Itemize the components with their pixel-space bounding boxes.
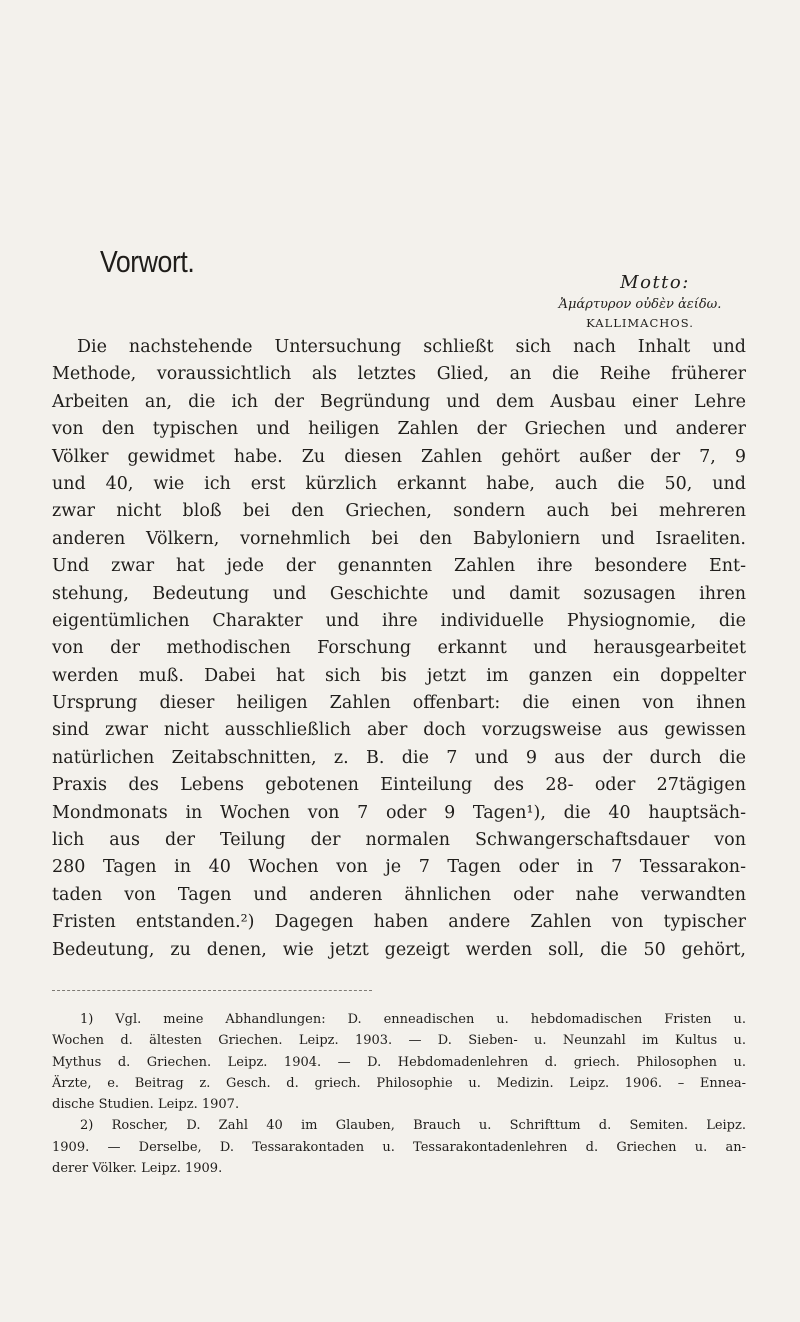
footnote-line: Wochen d. ältesten Griechen. Leipz. 1903. — D. Sieben- u. Neunzahl im Kultus u. [52,1033,746,1049]
body-text [52,334,746,964]
footnotes [52,1009,746,1179]
motto-block [540,272,740,330]
body-line: Praxis des Lebens gebotenen Einteilung des 28- oder 27tägigen [52,775,746,796]
footnote-line: 1) Vgl. meine Abhandlungen: D. enneadischen u. hebdomadischen Fristen u. [80,1012,746,1027]
body-line: lich aus der Teilung der normalen Schwangerschaftsdauer von [52,830,746,851]
body-line: stehung, Bedeutung und Geschichte und damit sozusagen ihren [52,583,746,604]
footnote-line: Ärzte, e. Beitrag z. Gesch. d. griech. Philosophie u. Medizin. Leipz. 1906. – Ennea- [52,1075,746,1091]
body-line: von der methodischen Forschung erkannt und herausgearbeitet [52,638,746,659]
footnote-line: Mythus d. Griechen. Leipz. 1904. — D. Hebdomadenlehren d. griech. Philosophen u. [52,1054,746,1070]
body-line: Arbeiten an, die ich der Begründung und dem Ausbau einer Lehre [52,391,746,412]
body-line: zwar nicht bloß bei den Griechen, sondern auch bei mehreren [52,501,746,522]
footnote-line: 1909. — Derselbe, D. Tessarakontaden u. Tessarakontadenlehren d. Griechen u. an- [52,1139,746,1155]
body-line: sind zwar nicht ausschließlich aber doch vorzugsweise aus gewissen [52,720,746,741]
footnote-line: dische Studien. Leipz. 1907. [52,1097,240,1113]
body-line: Ursprung dieser heiligen Zahlen offenbart: die einen von ihnen [52,693,746,714]
body-line: Fristen entstanden.²) Dagegen haben andere Zahlen von typischer [52,912,746,933]
body-line: werden muß. Dabei hat sich bis jetzt im ganzen ein doppelter [52,665,746,686]
motto-quote: Ἀμάρτυρον οὐδὲν ἀείδω. [558,297,722,312]
footnote-line: 2) Roscher, D. Zahl 40 im Glauben, Brauch u. Schrifttum d. Semiten. Leipz. [80,1118,746,1134]
body-line: Völker gewidmet habe. Zu diesen Zahlen gehört außer der 7, 9 [52,446,746,467]
body-line: taden von Tagen und anderen ähnlichen oder nahe verwandten [52,884,746,905]
body-line: eigentümlichen Charakter und ihre individuelle Physiognomie, die [52,610,746,631]
body-line: Und zwar hat jede der genannten Zahlen ihre besondere Ent- [52,556,746,577]
motto-label: Motto: [620,272,690,293]
body-line: von den typischen und heiligen Zahlen der Griechen und anderer [52,419,746,440]
body-line: Die nachstehende Untersuchung schließt sich nach Inhalt und [77,337,746,357]
page-title: Vorwort. [100,244,195,279]
body-line: 280 Tagen in 40 Wochen von je 7 Tagen oder in 7 Tessarakon- [52,857,746,878]
body-line: anderen Völkern, vornehmlich bei den Babyloniern und Israeliten. [52,528,746,549]
footnote-divider [52,990,372,991]
body-line: Methode, voraussichtlich als letztes Glied, an die Reihe früherer [52,364,746,385]
body-line: natürlichen Zeitabschnitten, z. B. die 7 und 9 aus der durch die [52,747,746,768]
footnote-line: derer Völker. Leipz. 1909. [52,1161,223,1177]
body-line: Mondmonats in Wochen von 7 oder 9 Tagen¹), die 40 hauptsäch- [52,802,746,823]
motto-author: KALLIMACHOS. [586,316,694,330]
body-line: und 40, wie ich erst kürzlich erkannt habe, auch die 50, und [52,473,746,494]
body-line: Bedeutung, zu denen, wie jetzt gezeigt werden soll, die 50 gehört, [52,939,746,960]
